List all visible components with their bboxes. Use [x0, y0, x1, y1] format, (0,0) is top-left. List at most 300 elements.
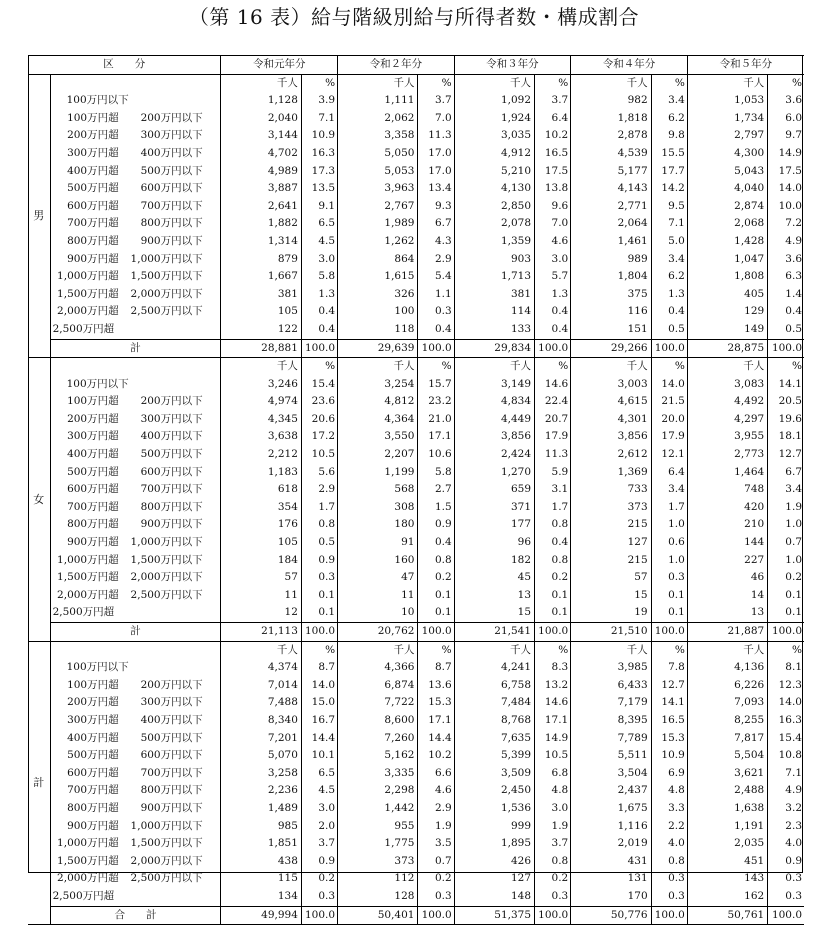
pct-cell: 4.9	[768, 233, 804, 251]
count-cell: 96	[454, 534, 534, 552]
group-label: 男	[28, 74, 50, 358]
count-cell: 2,207	[338, 446, 418, 464]
income-bracket-label	[50, 411, 221, 429]
bracket-upper: 500万円以下	[140, 164, 203, 177]
pct-cell: 10.0	[768, 198, 804, 216]
pct-cell: 0.8	[535, 552, 571, 570]
count-cell: 2,874	[687, 198, 767, 216]
year-header: 令和５年分	[687, 56, 804, 75]
pct-cell: 12.3	[768, 677, 804, 695]
count-cell: 144	[687, 534, 767, 552]
count-cell: 1,713	[454, 268, 534, 286]
total-count-cell: 21,887	[687, 623, 767, 642]
pct-cell: 5.8	[418, 464, 454, 482]
count-cell: 1,199	[338, 464, 418, 482]
table-row	[28, 268, 804, 286]
count-cell: 148	[454, 888, 534, 906]
income-bracket-label	[50, 428, 221, 446]
count-cell: 122	[221, 321, 301, 339]
bracket-lower: 100万円超	[67, 395, 119, 408]
count-cell: 451	[687, 853, 767, 871]
income-bracket-label	[50, 870, 221, 888]
bracket-lower: 200万円超	[67, 412, 119, 425]
pct-cell: 1.7	[301, 499, 337, 517]
income-bracket-label	[50, 818, 221, 836]
count-cell: 118	[338, 321, 418, 339]
pct-cell: 4.9	[768, 782, 804, 800]
count-cell: 3,504	[571, 765, 651, 783]
pct-cell: 4.8	[535, 782, 571, 800]
pct-cell: 0.4	[535, 321, 571, 339]
count-cell: 4,301	[571, 411, 651, 429]
bracket-upper: 800万円以下	[140, 217, 203, 230]
count-cell: 45	[454, 569, 534, 587]
count-cell: 1,667	[221, 268, 301, 286]
pct-cell: 0.5	[651, 321, 687, 339]
count-cell: 3,254	[338, 376, 418, 394]
bracket-upper: 900万円以下	[140, 234, 203, 247]
pct-cell: 17.9	[651, 428, 687, 446]
pct-cell: 10.6	[418, 446, 454, 464]
pct-cell: 3.7	[535, 835, 571, 853]
count-cell: 7,789	[571, 730, 651, 748]
pct-cell: 0.4	[418, 534, 454, 552]
bracket-lower: 700万円超	[67, 784, 119, 797]
pct-cell: 0.1	[768, 604, 804, 622]
bracket-single: 100万円以下	[66, 94, 129, 107]
count-cell: 2,019	[571, 835, 651, 853]
unit-count: 千人	[454, 641, 534, 659]
count-cell: 748	[687, 481, 767, 499]
count-cell: 373	[571, 499, 651, 517]
count-cell: 160	[338, 552, 418, 570]
income-bracket-label	[50, 659, 221, 677]
table-row	[28, 464, 804, 482]
count-cell: 3,887	[221, 180, 301, 198]
pct-cell: 0.1	[535, 604, 571, 622]
bracket-lower: 1,000万円超	[57, 270, 119, 283]
total-count-cell: 50,761	[687, 906, 767, 925]
unit-count: 千人	[571, 74, 651, 92]
group-label: 計	[28, 641, 50, 925]
table-row	[28, 233, 804, 251]
total-pct-cell: 100.0	[651, 339, 687, 358]
count-cell: 1,734	[687, 110, 767, 128]
pct-cell: 0.5	[301, 534, 337, 552]
pct-cell: 0.8	[535, 853, 571, 871]
count-cell: 4,539	[571, 145, 651, 163]
count-cell: 405	[687, 286, 767, 304]
table-row	[28, 800, 804, 818]
bracket-lower: 600万円超	[67, 766, 119, 779]
pct-cell: 17.5	[768, 163, 804, 181]
count-cell: 1,428	[687, 233, 767, 251]
count-cell: 1,191	[687, 818, 767, 836]
bracket-upper: 700万円以下	[140, 766, 203, 779]
pct-cell: 14.0	[768, 694, 804, 712]
pct-cell: 3.1	[535, 481, 571, 499]
count-cell: 4,364	[338, 411, 418, 429]
pct-cell: 17.1	[535, 712, 571, 730]
count-cell: 1,461	[571, 233, 651, 251]
unit-pct: %	[301, 358, 337, 376]
count-cell: 180	[338, 516, 418, 534]
pct-cell: 6.0	[768, 110, 804, 128]
unit-pct: %	[418, 74, 454, 92]
total-count-cell: 49,994	[221, 906, 301, 925]
count-cell: 420	[687, 499, 767, 517]
count-cell: 6,433	[571, 677, 651, 695]
count-cell: 4,615	[571, 393, 651, 411]
table-row	[28, 428, 804, 446]
income-bracket-label	[50, 321, 221, 339]
count-cell: 1,489	[221, 800, 301, 818]
count-cell: 3,955	[687, 428, 767, 446]
pct-cell: 17.0	[418, 145, 454, 163]
pct-cell: 0.8	[651, 853, 687, 871]
pct-cell: 15.3	[418, 694, 454, 712]
count-cell: 1,882	[221, 215, 301, 233]
pct-cell: 1.4	[768, 286, 804, 304]
pct-cell: 20.6	[301, 411, 337, 429]
total-label: 計	[50, 623, 221, 642]
pct-cell: 0.2	[535, 569, 571, 587]
group-label: 女	[28, 358, 50, 642]
count-cell: 903	[454, 251, 534, 269]
pct-cell: 1.0	[768, 516, 804, 534]
bracket-lower: 1,000万円超	[57, 553, 119, 566]
pct-cell: 10.5	[301, 446, 337, 464]
total-pct-cell: 100.0	[768, 623, 804, 642]
pct-cell: 4.0	[768, 835, 804, 853]
bracket-upper: 600万円以下	[140, 182, 203, 195]
count-cell: 7,179	[571, 694, 651, 712]
pct-cell: 0.2	[418, 569, 454, 587]
total-count-cell: 28,881	[221, 339, 301, 358]
table-row	[28, 870, 804, 888]
pct-cell: 6.9	[651, 765, 687, 783]
count-cell: 7,635	[454, 730, 534, 748]
pct-cell: 10.5	[535, 747, 571, 765]
count-cell: 57	[571, 569, 651, 587]
pct-cell: 9.6	[535, 198, 571, 216]
count-cell: 4,300	[687, 145, 767, 163]
table-row	[28, 888, 804, 906]
count-cell: 2,424	[454, 446, 534, 464]
table-row	[28, 712, 804, 730]
bracket-upper: 500万円以下	[140, 731, 203, 744]
count-cell: 8,255	[687, 712, 767, 730]
pct-cell: 1.9	[418, 818, 454, 836]
income-bracket-label	[50, 499, 221, 517]
pct-cell: 16.3	[301, 145, 337, 163]
pct-cell: 3.7	[418, 92, 454, 110]
bracket-lower: 100万円超	[67, 678, 119, 691]
count-cell: 13	[687, 604, 767, 622]
income-bracket-label	[50, 92, 221, 110]
pct-cell: 0.1	[651, 587, 687, 605]
bracket-lower: 2,000万円超	[57, 588, 119, 601]
count-cell: 1,818	[571, 110, 651, 128]
unit-count: 千人	[221, 641, 301, 659]
table-row	[28, 516, 804, 534]
count-cell: 5,053	[338, 163, 418, 181]
pct-cell: 0.2	[768, 569, 804, 587]
count-cell: 1,047	[687, 251, 767, 269]
pct-cell: 1.7	[535, 499, 571, 517]
pct-cell: 2.3	[768, 818, 804, 836]
count-cell: 128	[338, 888, 418, 906]
count-cell: 1,092	[454, 92, 534, 110]
table-row	[28, 499, 804, 517]
count-cell: 3,985	[571, 659, 651, 677]
bracket-lower: 500万円超	[67, 182, 119, 195]
count-cell: 3,509	[454, 765, 534, 783]
pct-cell: 3.4	[651, 251, 687, 269]
count-cell: 3,963	[338, 180, 418, 198]
total-pct-cell: 100.0	[301, 906, 337, 925]
bracket-single: 2,500万円超	[52, 889, 115, 902]
pct-cell: 5.9	[535, 464, 571, 482]
count-cell: 4,366	[338, 659, 418, 677]
income-bracket-label	[50, 765, 221, 783]
pct-cell: 6.2	[651, 268, 687, 286]
count-cell: 151	[571, 321, 651, 339]
count-cell: 14	[687, 587, 767, 605]
pct-cell: 0.1	[651, 604, 687, 622]
pct-cell: 3.0	[535, 800, 571, 818]
count-cell: 114	[454, 303, 534, 321]
pct-cell: 15.0	[301, 694, 337, 712]
pct-cell: 0.3	[651, 569, 687, 587]
count-cell: 308	[338, 499, 418, 517]
count-cell: 3,335	[338, 765, 418, 783]
income-bracket-label	[50, 552, 221, 570]
count-cell: 2,068	[687, 215, 767, 233]
pct-cell: 21.5	[651, 393, 687, 411]
count-cell: 47	[338, 569, 418, 587]
pct-cell: 14.9	[768, 145, 804, 163]
table-row	[28, 534, 804, 552]
unit-pct: %	[651, 641, 687, 659]
unit-count: 千人	[454, 74, 534, 92]
unit-count: 千人	[338, 74, 418, 92]
count-cell: 1,615	[338, 268, 418, 286]
count-cell: 6,874	[338, 677, 418, 695]
bracket-upper: 1,000万円以下	[130, 252, 203, 265]
total-row	[28, 623, 804, 642]
count-cell: 8,395	[571, 712, 651, 730]
total-pct-cell: 100.0	[535, 623, 571, 642]
pct-cell: 9.1	[301, 198, 337, 216]
bracket-upper: 400万円以下	[140, 430, 203, 443]
pct-cell: 0.8	[418, 552, 454, 570]
pct-cell: 6.5	[301, 765, 337, 783]
pct-cell: 0.4	[301, 321, 337, 339]
pct-cell: 13.6	[418, 677, 454, 695]
pct-cell: 3.0	[301, 251, 337, 269]
count-cell: 1,111	[338, 92, 418, 110]
table-row	[28, 694, 804, 712]
table-row	[28, 446, 804, 464]
pct-cell: 2.9	[418, 251, 454, 269]
count-cell: 127	[454, 870, 534, 888]
count-cell: 4,136	[687, 659, 767, 677]
table-row	[28, 180, 804, 198]
pct-cell: 1.0	[768, 552, 804, 570]
income-bracket-label	[50, 853, 221, 871]
count-cell: 143	[687, 870, 767, 888]
total-pct-cell: 100.0	[418, 339, 454, 358]
bracket-upper: 300万円以下	[140, 129, 203, 142]
bracket-single: 2,500万円超	[52, 606, 115, 619]
pct-cell: 0.9	[301, 853, 337, 871]
count-cell: 7,722	[338, 694, 418, 712]
count-cell: 6,226	[687, 677, 767, 695]
bracket-upper: 2,500万円以下	[130, 588, 203, 601]
count-cell: 1,536	[454, 800, 534, 818]
pct-cell: 0.4	[535, 303, 571, 321]
kubun-header: 区 分	[28, 56, 221, 75]
pct-cell: 8.7	[301, 659, 337, 677]
total-row	[28, 906, 804, 925]
unit-pct: %	[535, 641, 571, 659]
count-cell: 3,083	[687, 376, 767, 394]
count-cell: 618	[221, 481, 301, 499]
count-cell: 7,201	[221, 730, 301, 748]
pct-cell: 1.0	[651, 516, 687, 534]
count-cell: 4,130	[454, 180, 534, 198]
pct-cell: 15.4	[301, 376, 337, 394]
total-pct-cell: 100.0	[651, 906, 687, 925]
pct-cell: 17.5	[535, 163, 571, 181]
count-cell: 1,989	[338, 215, 418, 233]
total-row	[28, 339, 804, 358]
unit-pct: %	[418, 358, 454, 376]
count-cell: 131	[571, 870, 651, 888]
count-cell: 3,246	[221, 376, 301, 394]
count-cell: 133	[454, 321, 534, 339]
income-bracket-label	[50, 730, 221, 748]
pct-cell: 0.3	[418, 888, 454, 906]
pct-cell: 6.4	[651, 464, 687, 482]
pct-cell: 10.9	[301, 127, 337, 145]
count-cell: 1,895	[454, 835, 534, 853]
pct-cell: 6.8	[535, 765, 571, 783]
pct-cell: 15.5	[651, 145, 687, 163]
pct-cell: 6.2	[651, 110, 687, 128]
pct-cell: 2.2	[651, 818, 687, 836]
count-cell: 4,040	[687, 180, 767, 198]
pct-cell: 7.0	[418, 110, 454, 128]
bracket-lower: 200万円超	[67, 129, 119, 142]
bracket-upper: 900万円以下	[140, 518, 203, 531]
count-cell: 8,600	[338, 712, 418, 730]
total-count-cell: 21,541	[454, 623, 534, 642]
pct-cell: 20.0	[651, 411, 687, 429]
pct-cell: 15.7	[418, 376, 454, 394]
bracket-lower: 800万円超	[67, 234, 119, 247]
pct-cell: 1.3	[651, 286, 687, 304]
bracket-lower: 1,000万円超	[57, 837, 119, 850]
count-cell: 215	[571, 552, 651, 570]
bracket-lower: 400万円超	[67, 731, 119, 744]
count-cell: 210	[687, 516, 767, 534]
bracket-upper: 500万円以下	[140, 448, 203, 461]
pct-cell: 23.2	[418, 393, 454, 411]
pct-cell: 0.4	[768, 303, 804, 321]
pct-cell: 0.7	[768, 534, 804, 552]
table-row	[28, 765, 804, 783]
pct-cell: 1.7	[651, 499, 687, 517]
pct-cell: 7.1	[301, 110, 337, 128]
unit-pct: %	[768, 74, 804, 92]
total-count-cell: 29,266	[571, 339, 651, 358]
pct-cell: 0.4	[301, 303, 337, 321]
unit-count: 千人	[221, 358, 301, 376]
bracket-lower: 300万円超	[67, 146, 119, 159]
count-cell: 162	[687, 888, 767, 906]
count-cell: 1,638	[687, 800, 767, 818]
count-cell: 1,675	[571, 800, 651, 818]
income-bracket-label	[50, 233, 221, 251]
count-cell: 2,062	[338, 110, 418, 128]
bracket-upper: 800万円以下	[140, 500, 203, 513]
count-cell: 2,797	[687, 127, 767, 145]
total-pct-cell: 100.0	[768, 906, 804, 925]
income-bracket-label	[50, 888, 221, 906]
pct-cell: 2.7	[418, 481, 454, 499]
pct-cell: 14.1	[768, 376, 804, 394]
count-cell: 5,177	[571, 163, 651, 181]
pct-cell: 5.0	[651, 233, 687, 251]
table-row	[28, 393, 804, 411]
income-bracket-label	[50, 180, 221, 198]
pct-cell: 3.4	[651, 92, 687, 110]
total-count-cell: 28,875	[687, 339, 767, 358]
pct-cell: 17.1	[418, 428, 454, 446]
total-count-cell: 51,375	[454, 906, 534, 925]
count-cell: 1,262	[338, 233, 418, 251]
pct-cell: 3.4	[768, 481, 804, 499]
total-pct-cell: 100.0	[301, 623, 337, 642]
count-cell: 2,212	[221, 446, 301, 464]
pct-cell: 11.3	[535, 446, 571, 464]
bracket-upper: 1,000万円以下	[130, 819, 203, 832]
pct-cell: 3.0	[301, 800, 337, 818]
pct-cell: 3.7	[301, 835, 337, 853]
pct-cell: 16.7	[301, 712, 337, 730]
pct-cell: 0.3	[301, 888, 337, 906]
table-row	[28, 481, 804, 499]
count-cell: 3,621	[687, 765, 767, 783]
count-cell: 4,345	[221, 411, 301, 429]
count-cell: 3,003	[571, 376, 651, 394]
bracket-upper: 1,000万円以下	[130, 536, 203, 549]
total-pct-cell: 100.0	[418, 906, 454, 925]
count-cell: 659	[454, 481, 534, 499]
count-cell: 4,974	[221, 393, 301, 411]
pct-cell: 10.9	[651, 747, 687, 765]
pct-cell: 16.5	[535, 145, 571, 163]
pct-cell: 1.9	[768, 499, 804, 517]
count-cell: 2,488	[687, 782, 767, 800]
table-row	[28, 303, 804, 321]
bracket-lower: 600万円超	[67, 483, 119, 496]
count-cell: 184	[221, 552, 301, 570]
pct-cell: 4.8	[651, 782, 687, 800]
pct-cell: 3.4	[651, 481, 687, 499]
